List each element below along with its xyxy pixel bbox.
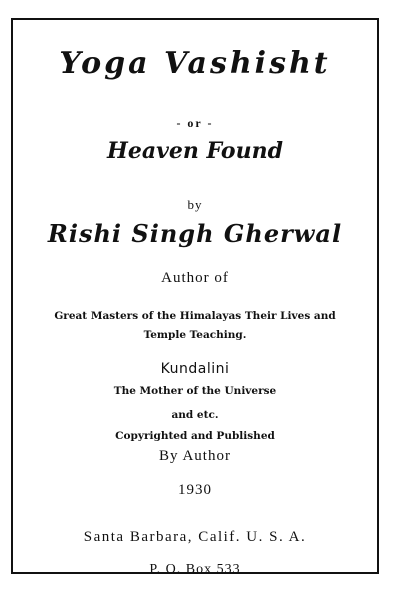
author-of-label: Author of bbox=[161, 270, 229, 286]
book-subtitle: Heaven Found bbox=[107, 138, 283, 164]
other-work-2-subtitle: The Mother of the Universe bbox=[113, 385, 277, 397]
publication-place: Santa Barbara, Calif. U. S. A. bbox=[83, 529, 307, 545]
by-author-label: By Author bbox=[159, 448, 231, 464]
other-work-1-line-2: Temple Teaching. bbox=[143, 329, 247, 341]
other-work-1-line-1: Great Masters of the Himalayas Their Lives and bbox=[54, 310, 336, 322]
copyright-notice: Copyrighted and Published bbox=[115, 430, 275, 442]
or-separator: - or - bbox=[176, 116, 214, 130]
other-work-2-title: Kundalini bbox=[160, 361, 230, 377]
author-name: Rishi Singh Gherwal bbox=[47, 219, 343, 248]
publication-year: 1930 bbox=[178, 482, 212, 498]
book-title: Yoga Vashisht bbox=[59, 46, 331, 81]
etc-label: and etc. bbox=[171, 409, 219, 421]
po-box: P. O. Box 533 bbox=[149, 562, 241, 577]
page-frame bbox=[11, 18, 379, 577]
by-label: by bbox=[187, 197, 203, 212]
